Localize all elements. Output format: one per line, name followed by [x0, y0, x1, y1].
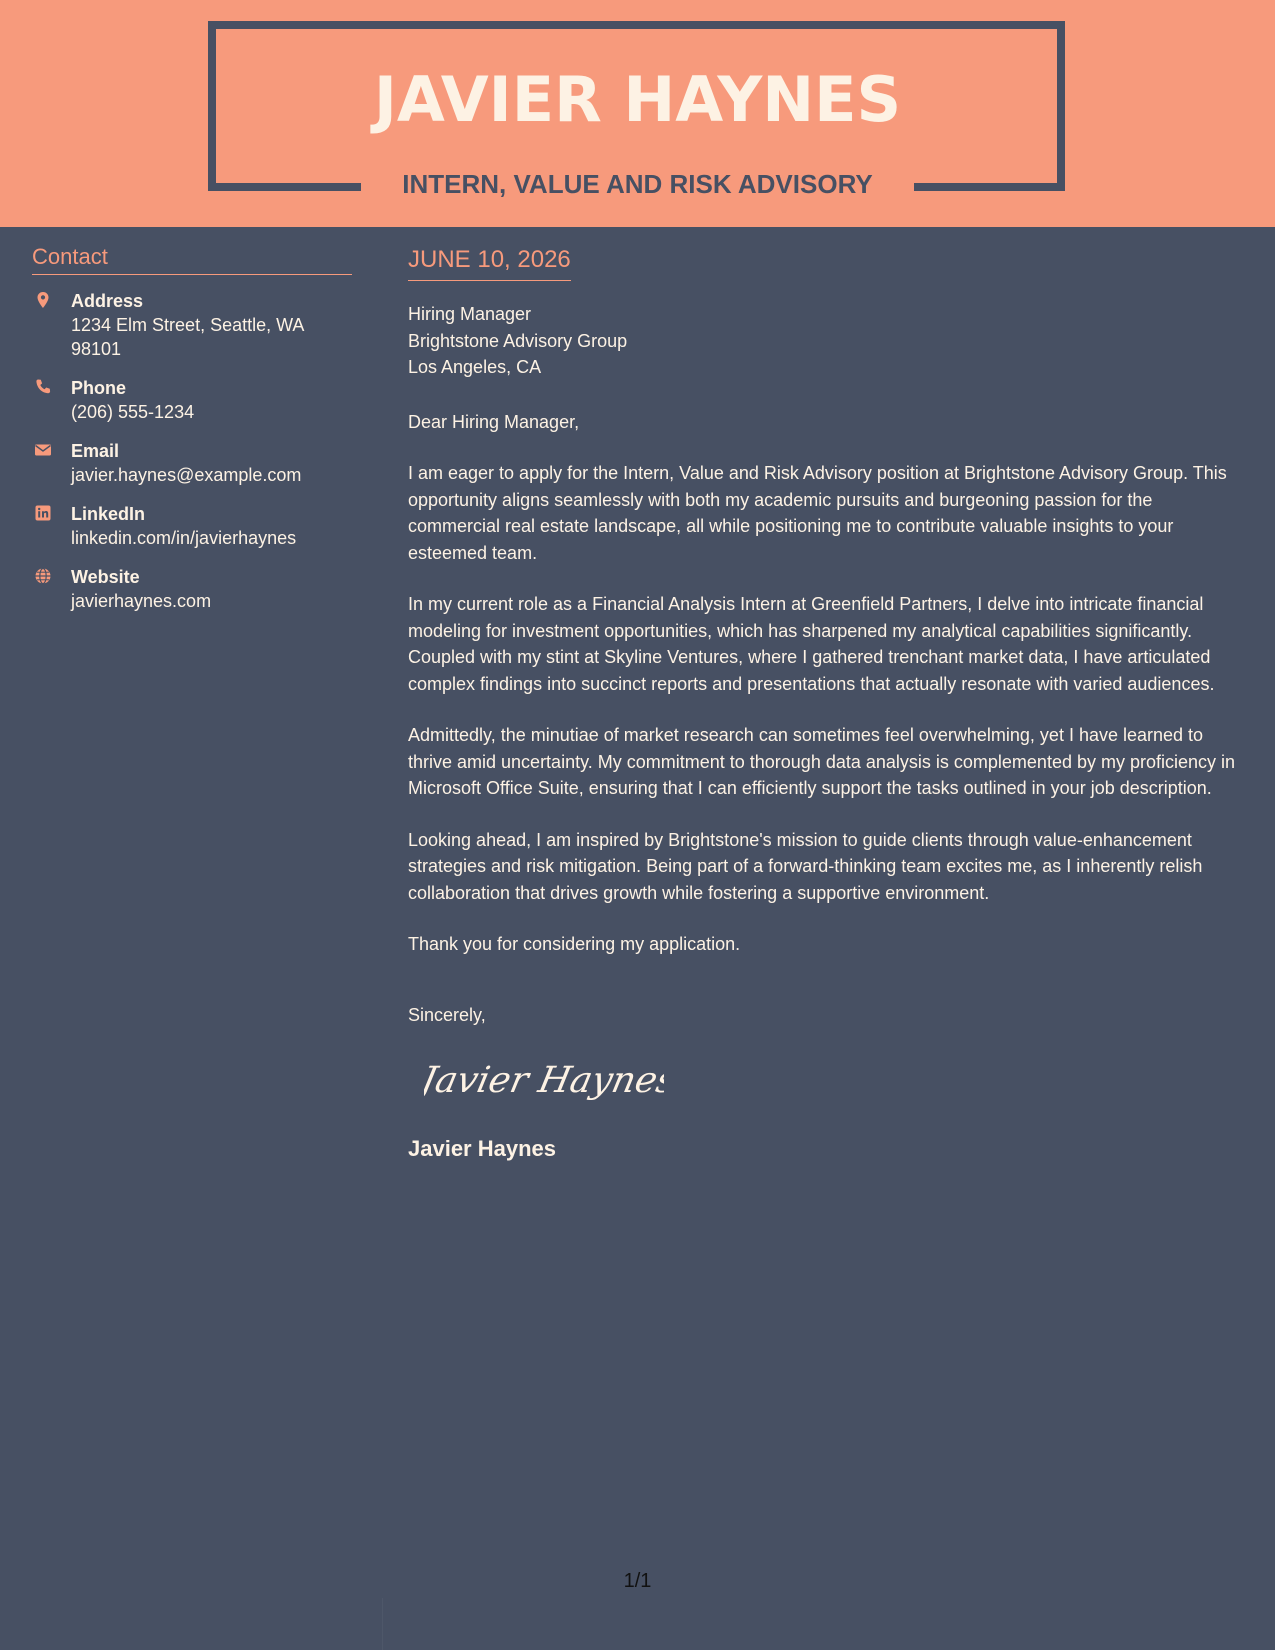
contact-item-email: [32, 439, 352, 487]
recipient-line: Los Angeles, CA: [408, 357, 542, 377]
contact-value[interactable]: javierhaynes.com: [71, 591, 212, 611]
envelope-icon: [34, 441, 52, 459]
recipient-block: [408, 301, 1248, 381]
contact-item-website: [32, 565, 352, 613]
contact-value: 1234 Elm Street, Seattle, WA 98101: [71, 315, 304, 359]
linkedin-icon: [34, 504, 52, 522]
contact-value: (206) 555-1234: [71, 402, 195, 422]
letter-body: [408, 244, 1248, 1164]
contact-label: Address: [71, 291, 144, 311]
phone-icon: [34, 378, 52, 396]
salutation: Dear Hiring Manager,: [408, 411, 580, 432]
map-pin-icon: [34, 291, 52, 309]
body-paragraph: Looking ahead, I am inspired by Brightstone's mission to guide clients through value-enhancement strategies and risk mitigation. Being part of a forward-thinking team excites me, as I inherently relish collaboration that drives growth while fostering a supportive environment.: [408, 829, 1203, 903]
contact-label: Phone: [71, 378, 127, 398]
contact-label: Email: [71, 441, 120, 461]
contact-item-address: [32, 289, 352, 361]
contact-label: Website: [71, 567, 140, 587]
contact-item-phone: [32, 376, 352, 424]
contact-value[interactable]: linkedin.com/in/javierhaynes: [71, 528, 297, 548]
recipient-line: Brightstone Advisory Group: [408, 330, 628, 351]
page-number: 1/1: [623, 1570, 652, 1592]
contact-label: LinkedIn: [71, 504, 146, 524]
closing: Sincerely,: [408, 1004, 486, 1025]
letter-date: JUNE 10, 2026: [408, 244, 571, 281]
bottom-divider: [382, 1598, 383, 1650]
signature-image: [424, 1050, 664, 1110]
contact-value[interactable]: javier.haynes@example.com: [71, 465, 302, 485]
body-paragraph: Admittedly, the minutiae of market research can sometimes feel overwhelming, yet I have learned to thrive amid uncertainty. My commitment to thorough data analysis is complemented by my proficiency in Microsoft Office Suite, ensuring that I can efficiently support the tasks outlined in your job description.: [408, 725, 1236, 798]
body-paragraph: I am eager to apply for the Intern, Value and Risk Advisory position at Brightstone Advisory Group. This opportunity aligns seamlessly with both my academic pursuits and burgeoning passion for the commercial real estate landscape, all while positioning me to contribute valuable insights to your esteemed team.: [408, 463, 1227, 563]
candidate-name: JAVIER HAYNES: [373, 63, 902, 136]
contact-item-linkedin: [32, 502, 352, 550]
signature-text: Javier Haynes: [424, 1058, 664, 1101]
body-paragraph: In my current role as a Financial Analysis Intern at Greenfield Partners, I delve into intricate financial modeling for investment opportunities, which has sharpened my analytical capabilities significantly. Coupled with my stint at Skyline Ventures, where I gathered trenchant market data, I have articulated complex findings into succinct reports and presentations that actually resonate with varied audiences.: [408, 594, 1215, 694]
header-band: [0, 0, 1275, 227]
contact-sidebar: [32, 242, 352, 628]
candidate-role: INTERN, VALUE AND RISK ADVISORY: [402, 169, 873, 199]
signer-name: Javier Haynes: [408, 1135, 556, 1161]
contact-heading: Contact: [32, 242, 352, 275]
body-paragraph: Thank you for considering my application.: [408, 934, 741, 954]
globe-icon: [34, 567, 52, 585]
recipient-line: Hiring Manager: [408, 304, 532, 324]
